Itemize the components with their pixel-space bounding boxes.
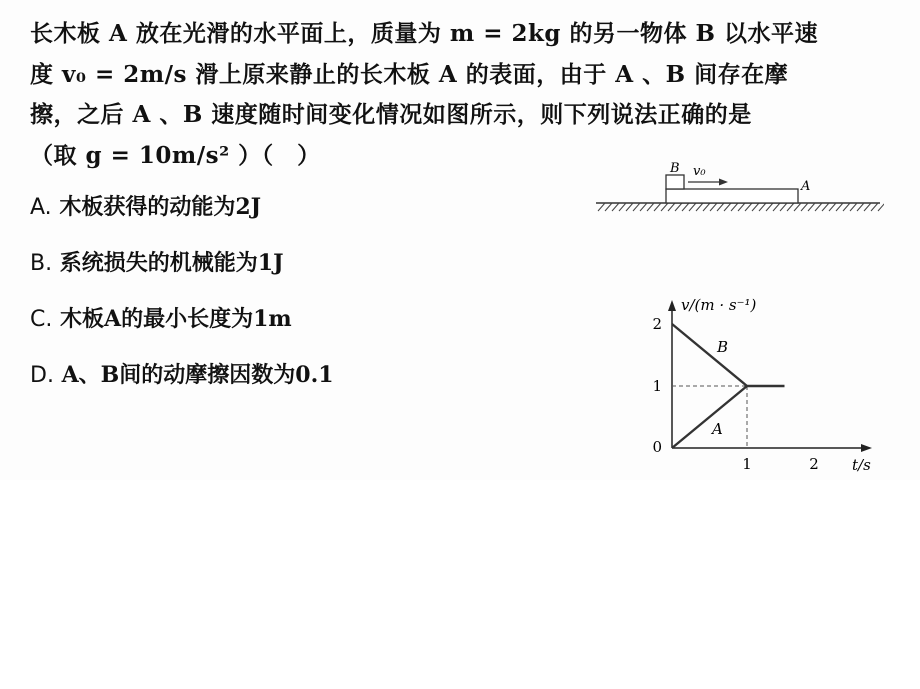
hatch-line (619, 203, 626, 211)
hatch-line (696, 203, 703, 211)
ground-hatching (598, 203, 884, 211)
hatch-line (829, 203, 836, 211)
hatch-line (871, 203, 878, 211)
x-tick-label: 1 (742, 455, 752, 473)
series-label-a: A (712, 420, 723, 438)
option-d-text: A、B间的动摩擦因数为0.1 (61, 362, 334, 388)
series-line-a (672, 386, 747, 448)
y-axis-arrowhead (668, 300, 676, 311)
hatch-line (654, 203, 661, 211)
answer-options (30, 192, 334, 416)
block-b (666, 175, 684, 189)
hatch-line (745, 203, 752, 211)
y-axis-label: v/(m · s⁻¹) (681, 296, 757, 314)
hatch-line (843, 203, 850, 211)
option-a-letter: A. (30, 195, 52, 220)
hatch-line (850, 203, 857, 211)
question-line-2: 度 v₀ = 2m/s 滑上原来静止的长木板 A 的表面，由于 A 、B 间存在摩 (30, 60, 789, 88)
board-diagram (594, 155, 884, 220)
series-line-b (672, 324, 785, 386)
hatch-line (724, 203, 731, 211)
hatch-line (626, 203, 633, 211)
hatched-ground (596, 203, 884, 211)
hatch-line (731, 203, 738, 211)
hatch-line (717, 203, 724, 211)
hatch-line (661, 203, 668, 211)
velocity-arrowhead (719, 179, 728, 186)
x-axis-label: t/s (852, 456, 871, 474)
hatch-line (605, 203, 612, 211)
hatch-line (738, 203, 745, 211)
option-d-letter: D. (30, 363, 54, 388)
velocity-label: v₀ (693, 164, 706, 179)
x-axis-arrowhead (861, 444, 872, 452)
hatch-line (759, 203, 766, 211)
hatch-line (633, 203, 640, 211)
hatch-line (710, 203, 717, 211)
board-a (666, 189, 798, 203)
hatch-line (864, 203, 871, 211)
hatch-line (675, 203, 682, 211)
question-text (30, 14, 898, 176)
vt-graph (650, 290, 880, 480)
hatch-line (780, 203, 787, 211)
hatch-line (647, 203, 654, 211)
hatch-line (689, 203, 696, 211)
hatch-line (752, 203, 759, 211)
option-d[interactable] (30, 360, 334, 416)
hatch-line (808, 203, 815, 211)
option-c-text: 木板A的最小长度为1m (60, 306, 292, 332)
hatch-line (612, 203, 619, 211)
question-line-4: （取 g = 10m/s² ）（ ） (30, 141, 321, 169)
hatch-line (787, 203, 794, 211)
hatch-line (801, 203, 808, 211)
hatch-line (857, 203, 864, 211)
y-tick-label: 1 (652, 377, 662, 395)
question-line-3: 擦，之后 A 、B 速度随时间变化情况如图所示，则下列说法正确的是 (30, 101, 752, 128)
hatch-line (640, 203, 647, 211)
board-label: A (801, 179, 811, 194)
option-c[interactable] (30, 304, 334, 360)
graph-axes (668, 300, 872, 452)
option-b[interactable] (30, 248, 334, 304)
hatch-line (794, 203, 801, 211)
hatch-line (668, 203, 675, 211)
option-a-text: 木板获得的动能为2J (59, 194, 262, 220)
question-line-1: 长木板 A 放在光滑的水平面上，质量为 m = 2kg 的另一物体 B 以水平速 (30, 20, 818, 47)
y-tick-label: 2 (652, 315, 662, 333)
origin-label: 0 (652, 438, 662, 456)
hatch-line (682, 203, 689, 211)
hatch-line (703, 203, 710, 211)
block-label: B (670, 161, 680, 176)
hatch-line (773, 203, 780, 211)
option-a[interactable] (30, 192, 334, 248)
hatch-line (815, 203, 822, 211)
option-c-letter: C. (30, 307, 53, 332)
hatch-line (878, 203, 884, 211)
hatch-line (822, 203, 829, 211)
x-tick-label: 2 (809, 455, 819, 473)
option-b-text: 系统损失的机械能为1J (59, 250, 284, 276)
hatch-line (598, 203, 605, 211)
option-b-letter: B. (30, 251, 53, 276)
series-label-b: B (717, 338, 729, 356)
hatch-line (836, 203, 843, 211)
hatch-line (766, 203, 773, 211)
